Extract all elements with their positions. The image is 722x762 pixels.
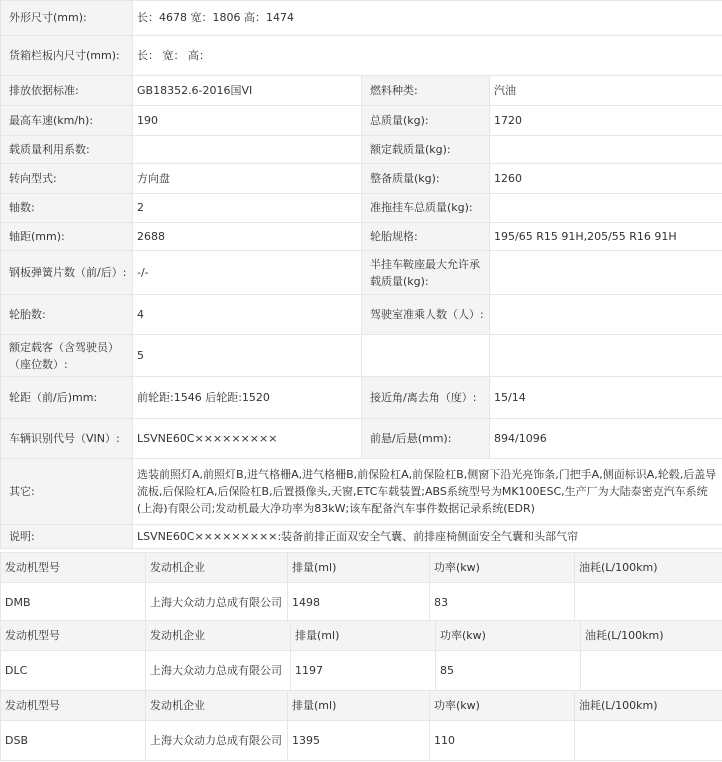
- cargo-size-label: 货箱栏板内尺寸(mm):: [1, 36, 133, 76]
- vin-value: LSVNE60C×××××××××: [133, 419, 362, 459]
- tire-spec-label: 轮胎规格:: [362, 223, 490, 251]
- load-util-value: [133, 136, 362, 164]
- tire-count-value: 4: [133, 295, 362, 335]
- engine-model: DLC: [1, 651, 146, 691]
- engine-maker-header: 发动机企业: [146, 691, 288, 721]
- tire-count-label: 轮胎数:: [1, 295, 133, 335]
- overhang-label: 前悬/后悬(mm):: [362, 419, 490, 459]
- total-mass-label: 总质量(kg):: [362, 106, 490, 136]
- outer-size-value: 长：4678 宽：1806 高：1474: [133, 1, 722, 36]
- displacement: 1498: [288, 583, 430, 623]
- fuel-consumption: [581, 651, 722, 691]
- fuel-consumption: [575, 583, 722, 623]
- displacement-header: 排量(ml): [288, 553, 430, 583]
- engine-model: DSB: [1, 721, 146, 761]
- spec-row-wheelbase: [1, 223, 722, 251]
- spec-row-load: [1, 136, 722, 164]
- spec-row-emission: [1, 76, 722, 106]
- spec-row-passengers: [1, 335, 722, 377]
- power: 110: [430, 721, 575, 761]
- saddle-value: [490, 251, 722, 295]
- power-header: 功率(kw): [436, 621, 581, 651]
- fuel-label: 燃料种类:: [362, 76, 490, 106]
- trailer-mass-value: [490, 194, 722, 223]
- power-header: 功率(kw): [430, 691, 575, 721]
- fuel-consumption-header: 油耗(L/100km): [581, 621, 722, 651]
- note-label: 说明:: [1, 525, 133, 549]
- curb-mass-value: 1260: [490, 164, 722, 194]
- engine-value-row: [1, 651, 722, 691]
- engine-value-row: [1, 721, 722, 761]
- load-util-label: 载质量利用系数:: [1, 136, 133, 164]
- engine-model-header: 发动机型号: [1, 621, 146, 651]
- displacement-header: 排量(ml): [288, 691, 430, 721]
- spec-row-steering: [1, 164, 722, 194]
- spec-row-note: [1, 525, 722, 549]
- spec-row-cargo: [1, 36, 722, 76]
- steering-label: 转向型式:: [1, 164, 133, 194]
- angle-value: 15/14: [490, 377, 722, 419]
- engine-table-2: [0, 620, 722, 691]
- trailer-mass-label: 准拖挂车总质量(kg):: [362, 194, 490, 223]
- engine-table-1: [0, 552, 722, 623]
- other-label: 其它:: [1, 459, 133, 525]
- spring-value: -/-: [133, 251, 362, 295]
- engine-model: DMB: [1, 583, 146, 623]
- wheelbase-label: 轴距(mm):: [1, 223, 133, 251]
- power: 83: [430, 583, 575, 623]
- spec-row-tire-count: [1, 295, 722, 335]
- curb-mass-label: 整备质量(kg):: [362, 164, 490, 194]
- vin-label: 车辆识别代号（VIN）:: [1, 419, 133, 459]
- spring-label: 钢板弹簧片数（前/后）:: [1, 251, 133, 295]
- track-label: 轮距（前/后)mm:: [1, 377, 133, 419]
- cargo-size-value: 长： 宽： 高：: [133, 36, 722, 76]
- engine-table-3: [0, 690, 722, 761]
- displacement-header: 排量(ml): [291, 621, 436, 651]
- spec-row-other: [1, 459, 722, 525]
- spec-row-spring: [1, 251, 722, 295]
- emission-value: GB18352.6-2016国VI: [133, 76, 362, 106]
- axles-label: 轴数:: [1, 194, 133, 223]
- spec-row-speed: [1, 106, 722, 136]
- power-header: 功率(kw): [430, 553, 575, 583]
- steering-value: 方向盘: [133, 164, 362, 194]
- spec-row-vin: [1, 419, 722, 459]
- spec-row-size: [1, 1, 722, 36]
- displacement: 1395: [288, 721, 430, 761]
- tire-spec-value: 195/65 R15 91H,205/55 R16 91H: [490, 223, 722, 251]
- engine-value-row: [1, 583, 722, 623]
- passengers-label: 额定载客（含驾驶员）（座位数）:: [1, 335, 133, 377]
- engine-maker-header: 发动机企业: [146, 553, 288, 583]
- rated-load-label: 额定载质量(kg):: [362, 136, 490, 164]
- spec-row-axles: [1, 194, 722, 223]
- axles-value: 2: [133, 194, 362, 223]
- overhang-value: 894/1096: [490, 419, 722, 459]
- engine-header-row: [1, 553, 722, 583]
- fuel-consumption-header: 油耗(L/100km): [575, 691, 722, 721]
- wheelbase-value: 2688: [133, 223, 362, 251]
- outer-size-label: 外形尺寸(mm):: [1, 1, 133, 36]
- fuel-consumption-header: 油耗(L/100km): [575, 553, 722, 583]
- fuel-consumption: [575, 721, 722, 761]
- note-value: LSVNE60C×××××××××:装备前排正面双安全气囊、前排座椅侧面安全气囊和头部气帘: [133, 525, 722, 549]
- saddle-label: 半挂车鞍座最大允许承载质量(kg):: [362, 251, 490, 295]
- other-value: 选装前照灯A,前照灯B,进气格栅A,进气格栅B,前保险杠A,前保险杠B,侧窗下沿光亮饰条,门把手A,侧面标识A,轮毂,后盖导流板,后保险杠A,后保险杠B,后置摄像头,天窗,ETC车载装置;ABS系统型号为MK100ESC,生产厂为大陆泰密克汽车系统(上海)有限公司;发动机最大净功率为83kW;该车配备汽车事件数据记录系统(EDR): [133, 459, 722, 525]
- engine-model-header: 发动机型号: [1, 691, 146, 721]
- total-mass-value: 1720: [490, 106, 722, 136]
- track-value: 前轮距:1546 后轮距:1520: [133, 377, 362, 419]
- max-speed-value: 190: [133, 106, 362, 136]
- engine-maker: 上海大众动力总成有限公司: [146, 651, 291, 691]
- fuel-value: 汽油: [490, 76, 722, 106]
- max-speed-label: 最高车速(km/h):: [1, 106, 133, 136]
- emission-label: 排放依据标准:: [1, 76, 133, 106]
- engine-header-row: [1, 691, 722, 721]
- engine-header-row: [1, 621, 722, 651]
- cab-seats-value: [490, 295, 722, 335]
- rated-load-value: [490, 136, 722, 164]
- angle-label: 接近角/离去角（度）:: [362, 377, 490, 419]
- spec-row-track: [1, 377, 722, 419]
- engine-model-header: 发动机型号: [1, 553, 146, 583]
- engine-maker-header: 发动机企业: [146, 621, 291, 651]
- power: 85: [436, 651, 581, 691]
- engine-maker: 上海大众动力总成有限公司: [146, 721, 288, 761]
- passengers-value: 5: [133, 335, 362, 377]
- displacement: 1197: [291, 651, 436, 691]
- engine-maker: 上海大众动力总成有限公司: [146, 583, 288, 623]
- cab-seats-label: 驾驶室准乘人数（人）:: [362, 295, 490, 335]
